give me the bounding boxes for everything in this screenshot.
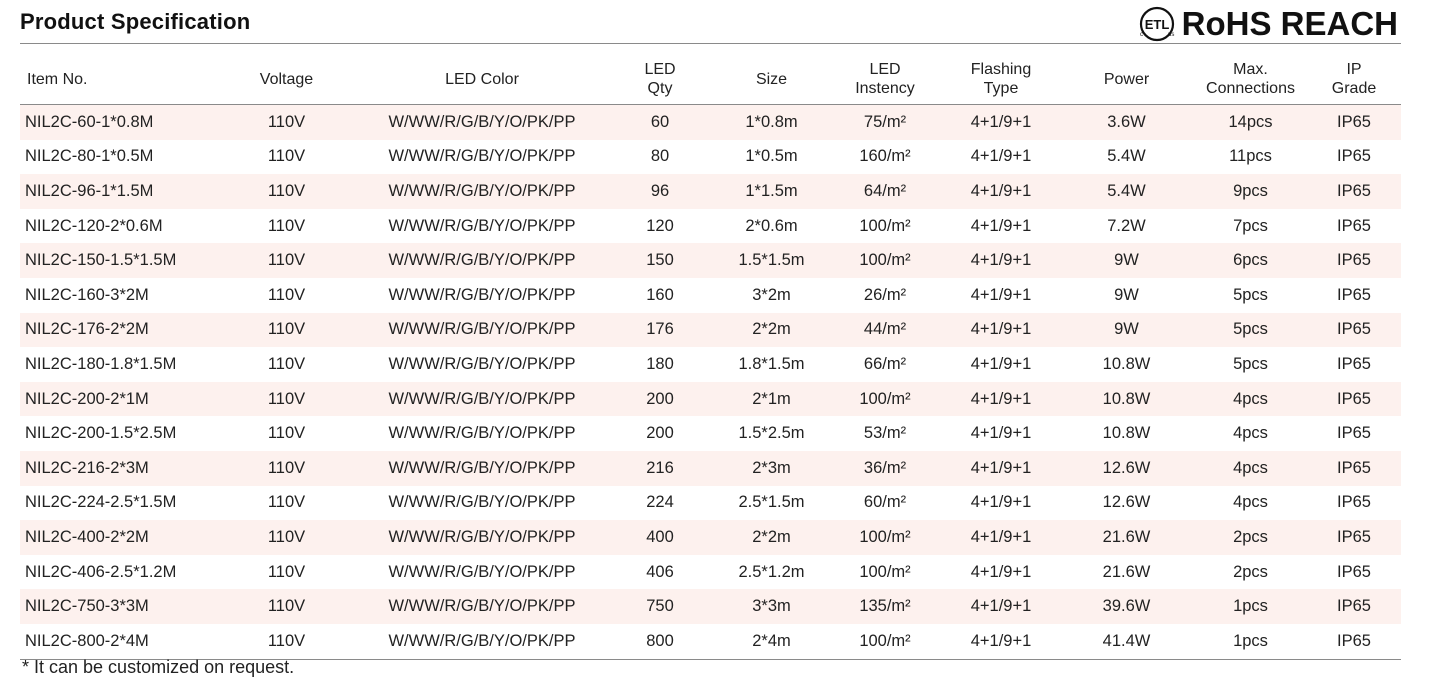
cell-max-connections: 4pcs <box>1233 493 1268 512</box>
cell-flashing-type: 4+1/9+1 <box>943 313 1059 348</box>
cell-size: 1.8*1.5m <box>738 354 805 373</box>
header-size: Size <box>716 54 827 105</box>
cell-max-connections: 1pcs <box>1194 589 1307 624</box>
cell-size: 3*2m <box>752 285 791 304</box>
cell-ip-grade: IP65 <box>1337 285 1371 304</box>
cell-led-color: W/WW/R/G/B/Y/O/PK/PP <box>360 105 604 140</box>
header-ip-grade: IP Grade <box>1307 54 1401 105</box>
cell-item-no: NIL2C-180-1.8*1.5M <box>25 354 177 373</box>
cell-power: 5.4W <box>1107 147 1146 166</box>
cell-power: 9W <box>1114 285 1139 304</box>
cell-led-qty: 200 <box>646 424 674 443</box>
cell-led-color: W/WW/R/G/B/Y/O/PK/PP <box>388 285 576 304</box>
cell-size: 1*0.8m <box>716 105 827 140</box>
cell-led-instency: 100/m² <box>859 216 911 235</box>
cell-flashing-type: 4+1/9+1 <box>943 382 1059 417</box>
cell-power: 10.8W <box>1059 382 1194 417</box>
table-row <box>20 555 1401 590</box>
header-led-instency: LED Instency <box>827 54 943 105</box>
cell-flashing-type: 4+1/9+1 <box>970 354 1032 373</box>
cell-max-connections: 7pcs <box>1233 216 1268 235</box>
table-row <box>20 589 1401 624</box>
cell-ip-grade: IP65 <box>1337 562 1371 581</box>
cell-power: 12.6W <box>1102 493 1151 512</box>
cell-led-color: W/WW/R/G/B/Y/O/PK/PP <box>360 624 604 659</box>
cell-led-qty: 400 <box>604 520 716 555</box>
cell-led-instency: 100/m² <box>859 562 911 581</box>
cell-voltage: 110V <box>267 285 306 304</box>
cell-led-color: W/WW/R/G/B/Y/O/PK/PP <box>388 562 576 581</box>
table-row <box>20 347 1401 382</box>
table-row <box>20 209 1401 244</box>
cell-voltage: 110V <box>213 520 360 555</box>
table-row <box>20 416 1401 451</box>
cell-led-instency: 36/m² <box>827 451 943 486</box>
cell-item-no: NIL2C-150-1.5*1.5M <box>20 243 213 278</box>
cell-voltage: 110V <box>213 243 360 278</box>
cell-item-no: NIL2C-200-1.5*2.5M <box>25 424 177 443</box>
cell-flashing-type: 4+1/9+1 <box>943 105 1059 140</box>
cell-led-instency: 100/m² <box>827 624 943 659</box>
header-flashing-type: Flashing Type <box>943 54 1059 105</box>
cell-flashing-type: 4+1/9+1 <box>970 147 1032 166</box>
header-item-no: Item No. <box>20 54 213 105</box>
cell-flashing-type: 4+1/9+1 <box>970 285 1032 304</box>
cell-size: 1.5*2.5m <box>738 424 805 443</box>
cell-power: 21.6W <box>1059 520 1194 555</box>
cell-item-no: NIL2C-800-2*4M <box>20 624 213 659</box>
cell-item-no: NIL2C-120-2*0.6M <box>25 216 163 235</box>
cell-max-connections: 4pcs <box>1233 424 1268 443</box>
etl-mark-text: ETL <box>1144 17 1169 32</box>
etl-listed-logo <box>1138 5 1176 43</box>
cell-ip-grade: IP65 <box>1307 520 1401 555</box>
cell-size: 2*2m <box>716 520 827 555</box>
table-row <box>20 382 1401 417</box>
cell-led-color: W/WW/R/G/B/Y/O/PK/PP <box>388 354 576 373</box>
header-led-color: LED Color <box>360 54 604 105</box>
cell-ip-grade: IP65 <box>1307 313 1401 348</box>
cell-size: 2*2m <box>716 313 827 348</box>
cell-led-instency: 75/m² <box>827 105 943 140</box>
table-row <box>20 520 1401 555</box>
header-power: Power <box>1059 54 1194 105</box>
cell-item-no: NIL2C-224-2.5*1.5M <box>25 493 177 512</box>
cell-max-connections: 4pcs <box>1194 451 1307 486</box>
cell-led-qty: 176 <box>604 313 716 348</box>
cell-led-qty: 200 <box>604 382 716 417</box>
cell-flashing-type: 4+1/9+1 <box>943 589 1059 624</box>
product-spec-table <box>20 54 1401 660</box>
cell-led-qty: 60 <box>604 105 716 140</box>
table-body <box>20 105 1401 660</box>
cell-flashing-type: 4+1/9+1 <box>943 624 1059 659</box>
cell-item-no: NIL2C-96-1*1.5M <box>20 174 213 209</box>
cell-max-connections: 1pcs <box>1194 624 1307 659</box>
cell-led-qty: 180 <box>646 354 674 373</box>
cell-led-color: W/WW/R/G/B/Y/O/PK/PP <box>360 451 604 486</box>
cell-led-color: W/WW/R/G/B/Y/O/PK/PP <box>360 382 604 417</box>
cell-ip-grade: IP65 <box>1307 589 1401 624</box>
cell-led-qty: 120 <box>646 216 674 235</box>
cell-led-qty: 216 <box>604 451 716 486</box>
cell-item-no: NIL2C-400-2*2M <box>20 520 213 555</box>
cell-size: 2.5*1.2m <box>738 562 805 581</box>
cell-max-connections: 5pcs <box>1194 313 1307 348</box>
cell-led-qty: 800 <box>604 624 716 659</box>
cell-power: 10.8W <box>1102 354 1151 373</box>
cell-power: 39.6W <box>1059 589 1194 624</box>
cell-power: 3.6W <box>1059 105 1194 140</box>
cell-led-instency: 26/m² <box>863 285 907 304</box>
cell-led-color: W/WW/R/G/B/Y/O/PK/PP <box>360 313 604 348</box>
cell-voltage: 110V <box>267 493 306 512</box>
cell-led-qty: 750 <box>604 589 716 624</box>
cell-flashing-type: 4+1/9+1 <box>970 562 1032 581</box>
rohs-reach-logo: RoHS REACH <box>1181 5 1398 42</box>
cell-voltage: 110V <box>267 354 306 373</box>
cell-size: 1.5*1.5m <box>716 243 827 278</box>
header-voltage: Voltage <box>213 54 360 105</box>
cell-led-color: W/WW/R/G/B/Y/O/PK/PP <box>388 147 576 166</box>
cell-flashing-type: 4+1/9+1 <box>943 243 1059 278</box>
cell-max-connections: 5pcs <box>1233 354 1268 373</box>
cell-power: 10.8W <box>1102 424 1151 443</box>
cell-ip-grade: IP65 <box>1307 451 1401 486</box>
table-row <box>20 313 1401 348</box>
cell-led-qty: 96 <box>604 174 716 209</box>
cell-led-color: W/WW/R/G/B/Y/O/PK/PP <box>388 493 576 512</box>
cell-flashing-type: 4+1/9+1 <box>943 451 1059 486</box>
cell-ip-grade: IP65 <box>1337 147 1371 166</box>
etl-c-text: c <box>1139 32 1143 38</box>
cell-ip-grade: IP65 <box>1307 382 1401 417</box>
cell-led-color: W/WW/R/G/B/Y/O/PK/PP <box>360 174 604 209</box>
table-row <box>20 105 1401 140</box>
cell-led-color: W/WW/R/G/B/Y/O/PK/PP <box>388 424 576 443</box>
cell-led-instency: 66/m² <box>863 354 907 373</box>
cell-size: 1*1.5m <box>716 174 827 209</box>
cell-flashing-type: 4+1/9+1 <box>970 493 1032 512</box>
cell-voltage: 110V <box>213 105 360 140</box>
cell-power: 9W <box>1059 313 1194 348</box>
cell-voltage: 110V <box>213 624 360 659</box>
certification-logos <box>1138 4 1398 44</box>
etl-us-text: us <box>1167 32 1174 38</box>
header-max-connections: Max. Connections <box>1194 54 1307 105</box>
cell-voltage: 110V <box>213 382 360 417</box>
cell-item-no: NIL2C-406-2.5*1.2M <box>25 562 177 581</box>
cell-max-connections: 4pcs <box>1194 382 1307 417</box>
cell-voltage: 110V <box>267 216 306 235</box>
cell-led-instency: 44/m² <box>827 313 943 348</box>
cell-power: 9W <box>1059 243 1194 278</box>
cell-size: 3*3m <box>716 589 827 624</box>
table-row <box>20 174 1401 209</box>
header-divider <box>20 43 1401 44</box>
cell-power: 7.2W <box>1107 216 1146 235</box>
cell-size: 2.5*1.5m <box>738 493 805 512</box>
cell-led-color: W/WW/R/G/B/Y/O/PK/PP <box>360 589 604 624</box>
cell-voltage: 110V <box>213 589 360 624</box>
cell-led-color: W/WW/R/G/B/Y/O/PK/PP <box>388 216 576 235</box>
cell-flashing-type: 4+1/9+1 <box>943 174 1059 209</box>
cell-size: 1*0.5m <box>745 147 798 166</box>
table-row <box>20 243 1401 278</box>
cell-ip-grade: IP65 <box>1307 105 1401 140</box>
cell-led-instency: 160/m² <box>859 147 911 166</box>
table-row <box>20 140 1401 175</box>
cell-led-qty: 150 <box>604 243 716 278</box>
cell-max-connections: 2pcs <box>1233 562 1268 581</box>
cell-item-no: NIL2C-200-2*1M <box>20 382 213 417</box>
table-row <box>20 451 1401 486</box>
cell-led-color: W/WW/R/G/B/Y/O/PK/PP <box>360 243 604 278</box>
cell-size: 2*1m <box>716 382 827 417</box>
cell-led-instency: 64/m² <box>827 174 943 209</box>
cell-ip-grade: IP65 <box>1307 624 1401 659</box>
cell-voltage: 110V <box>213 451 360 486</box>
footnote: * It can be customized on request. <box>22 657 295 677</box>
cell-ip-grade: IP65 <box>1337 354 1371 373</box>
cell-power: 41.4W <box>1059 624 1194 659</box>
cell-ip-grade: IP65 <box>1337 493 1371 512</box>
cell-max-connections: 9pcs <box>1194 174 1307 209</box>
cell-power: 5.4W <box>1059 174 1194 209</box>
header-led-qty: LED Qty <box>604 54 716 105</box>
cell-item-no: NIL2C-176-2*2M <box>20 313 213 348</box>
cell-voltage: 110V <box>267 424 306 443</box>
cell-item-no: NIL2C-216-2*3M <box>20 451 213 486</box>
cell-max-connections: 11pcs <box>1229 147 1272 166</box>
cell-led-instency: 100/m² <box>827 243 943 278</box>
cell-led-qty: 80 <box>650 147 670 166</box>
cell-led-qty: 406 <box>646 562 674 581</box>
cell-ip-grade: IP65 <box>1307 174 1401 209</box>
cell-ip-grade: IP65 <box>1337 424 1371 443</box>
cell-item-no: NIL2C-750-3*3M <box>20 589 213 624</box>
cell-ip-grade: IP65 <box>1337 216 1371 235</box>
cell-item-no: NIL2C-60-1*0.8M <box>20 105 213 140</box>
cell-led-instency: 135/m² <box>827 589 943 624</box>
cell-led-qty: 160 <box>646 285 674 304</box>
cell-led-instency: 100/m² <box>827 382 943 417</box>
page-title: Product Specification <box>20 9 251 34</box>
table-row <box>20 486 1401 521</box>
cell-flashing-type: 4+1/9+1 <box>970 424 1032 443</box>
cell-ip-grade: IP65 <box>1307 243 1401 278</box>
cell-flashing-type: 4+1/9+1 <box>970 216 1032 235</box>
cell-voltage: 110V <box>267 147 306 166</box>
cell-led-color: W/WW/R/G/B/Y/O/PK/PP <box>360 520 604 555</box>
cell-power: 21.6W <box>1102 562 1151 581</box>
cell-led-qty: 224 <box>646 493 674 512</box>
cell-item-no: NIL2C-160-3*2M <box>25 285 149 304</box>
cell-led-instency: 100/m² <box>827 520 943 555</box>
cell-max-connections: 5pcs <box>1233 285 1268 304</box>
cell-max-connections: 2pcs <box>1194 520 1307 555</box>
cell-power: 12.6W <box>1059 451 1194 486</box>
cell-voltage: 110V <box>213 174 360 209</box>
cell-size: 2*4m <box>716 624 827 659</box>
cell-voltage: 110V <box>213 313 360 348</box>
cell-max-connections: 6pcs <box>1194 243 1307 278</box>
table-row <box>20 278 1401 313</box>
table-header-row <box>20 54 1401 105</box>
cell-flashing-type: 4+1/9+1 <box>943 520 1059 555</box>
cell-led-instency: 53/m² <box>863 424 907 443</box>
cell-size: 2*0.6m <box>745 216 798 235</box>
cell-voltage: 110V <box>267 562 306 581</box>
cell-led-instency: 60/m² <box>863 493 907 512</box>
table-row <box>20 624 1401 659</box>
cell-item-no: NIL2C-80-1*0.5M <box>25 147 154 166</box>
cell-size: 2*3m <box>716 451 827 486</box>
cell-max-connections: 14pcs <box>1194 105 1307 140</box>
